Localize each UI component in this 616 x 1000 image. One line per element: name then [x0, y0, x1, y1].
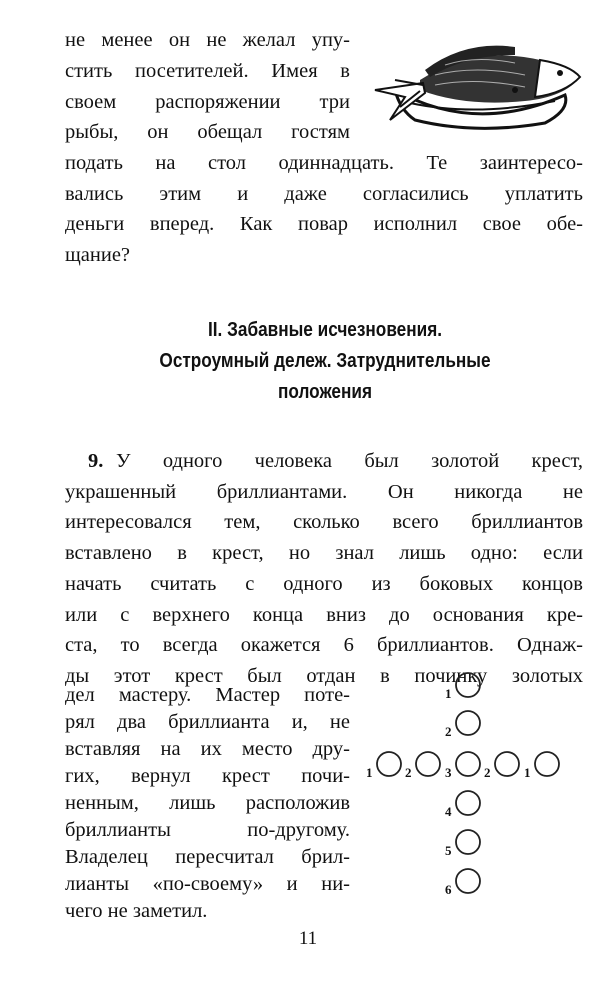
text-line: начать считать с одного из боковых концов [65, 572, 583, 595]
heading-line: Остроумный дележ. Затруднительные [159, 350, 491, 372]
diamond-circle [456, 830, 480, 854]
text-line: вставлено в крест, но знал лишь одно: если [65, 542, 583, 565]
text-line: гих, вернул крест почи- [65, 765, 350, 787]
text-line: лианты «по-своему» и ни- [65, 873, 350, 895]
problem-number: 9. [88, 450, 104, 472]
text-line: У одного человека был золотой крест, [116, 450, 583, 472]
text-line: вались этим и даже согласились уплатить [65, 183, 583, 205]
cross-label: 6 [445, 882, 452, 897]
cross-label: 1 [366, 765, 373, 780]
text-line: ненным, лишь расположив [65, 792, 350, 814]
text-line: бриллианты по-другому. [65, 819, 350, 841]
page-number: 11 [298, 928, 318, 949]
cross-label: 1 [524, 765, 531, 780]
text-line: или с верхнего конца вниз до основания кре- [65, 603, 583, 626]
cross-label: 1 [445, 686, 452, 701]
cross-label: 2 [484, 765, 491, 780]
cross-label: 4 [445, 804, 452, 819]
heading-line: положения [278, 381, 372, 403]
cross-label: 5 [445, 843, 452, 858]
text-line: чего не заметил. [65, 900, 208, 922]
text-line: ста, то всегда окажется 6 бриллиантов. Однаж- [65, 634, 583, 657]
text-line: рыбы, он обещал гостям [65, 121, 350, 143]
diamond-circle [456, 711, 480, 735]
cross-label: 2 [445, 724, 452, 739]
text-line: подать на стол одиннадцать. Те заинтересо- [65, 152, 583, 174]
cross-label: 2 [405, 765, 412, 780]
heading-line: II. Забавные исчезновения. [207, 319, 443, 341]
diamond-circle [377, 752, 401, 776]
text-line: щание? [65, 244, 131, 266]
text-line: не менее он не желал упу- [65, 29, 350, 51]
text-line: своем распоряжении три [65, 91, 350, 113]
text-line: интересовался тем, сколько всего бриллиантов [65, 511, 583, 534]
diamond-circle [456, 869, 480, 893]
diamond-circle [456, 752, 480, 776]
diamond-circle [456, 791, 480, 815]
text-line: Владелец пересчитал брил- [65, 846, 350, 868]
text-line: деньги вперед. Как повар исполнил свое обе- [65, 213, 583, 235]
diamond-circle [416, 752, 440, 776]
fish-on-plate-illustration [365, 35, 590, 135]
text-line: дел мастеру. Мастер поте- [65, 684, 350, 706]
diamond-circle [535, 752, 559, 776]
text-line: украшенный бриллиантами. Он никогда не [65, 480, 583, 503]
cross-label: 3 [445, 765, 452, 780]
text-line: ды этот крест был отдан в починку золотых [65, 664, 583, 687]
text-line: вставляя на их место дру- [65, 738, 350, 760]
text-line: стить посетителей. Имея в [65, 60, 350, 82]
diamond-circle [495, 752, 519, 776]
text-line: рял два бриллианта и, не [65, 711, 350, 733]
